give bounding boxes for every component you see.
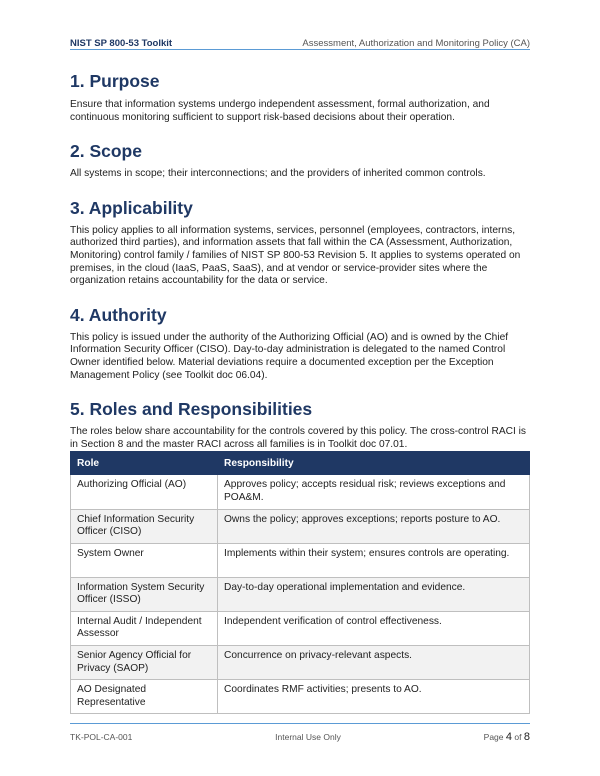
- role-cell: Information System Security Officer (ISSO): [71, 577, 218, 611]
- section-body: This policy is issued under the authority of the Authorizing Official (AO) and is owned by the Chief Information Security Officer (CISO). Day-to-day administration is delegated to the named Control Owner identified below. Material deviations require a documented exception per the Exception Management Policy (see Toolkit doc 06.04).: [70, 331, 509, 381]
- header-policy-title: Assessment, Authorization and Monitoring Policy (CA): [302, 38, 530, 49]
- table-row: [71, 611, 530, 645]
- total-pages: 8: [523, 731, 530, 743]
- page-content: [70, 67, 530, 714]
- footer-doc-id: TK-POL-CA-001: [70, 732, 133, 742]
- section-scope: [70, 139, 530, 181]
- section-roles: [70, 397, 530, 714]
- page-label: Page: [483, 732, 504, 742]
- column-header-role: Role: [71, 452, 218, 475]
- section-body: This policy applies to all information systems, services, personnel (employees, contractors, interns, authorized third parties), and information assets that fall within the CA (Assessment, Authorization, Monitoring) control family / families of NIST SP 800-53 Revision 5. It applies to systems operated on premises, in the cloud (IaaS, PaaS, SaaS), and at vendor or service-provider sites where the organization retains accountability for the data or service.: [70, 224, 521, 287]
- section-heading: 5. Roles and Responsibilities: [70, 399, 313, 420]
- column-header-responsibility: Responsibility: [218, 452, 530, 475]
- role-cell: Internal Audit / Independent Assessor: [71, 611, 218, 645]
- role-cell: System Owner: [71, 543, 218, 577]
- section-body: Ensure that information systems undergo independent assessment, formal authorization, and continuous monitoring sufficient to support risk-based decisions about their operation.: [70, 99, 490, 123]
- table-row: [71, 475, 530, 509]
- section-body: All systems in scope; their interconnections; and the providers of inherited common controls.: [70, 168, 486, 180]
- responsibility-cell: Approves policy; accepts residual risk; reviews exceptions and POA&M.: [218, 475, 530, 509]
- table-row: [71, 543, 530, 577]
- header-toolkit-title: NIST SP 800-53 Toolkit: [70, 38, 173, 49]
- header-rule: [70, 49, 530, 50]
- section-body: The roles below share accountability for the controls covered by this policy. The cross-control RACI is in Section 8 and the master RACI across all families is in Toolkit doc 07.01.: [70, 426, 526, 450]
- role-cell: Authorizing Official (AO): [71, 475, 218, 509]
- section-heading: 3. Applicability: [70, 197, 193, 218]
- role-cell: AO Designated Representative: [71, 680, 218, 714]
- responsibility-cell: Independent verification of control effectiveness.: [218, 611, 530, 645]
- role-cell: Chief Information Security Officer (CISO): [71, 509, 218, 543]
- section-authority: [70, 303, 530, 382]
- responsibility-cell: Coordinates RMF activities; presents to AO.: [218, 680, 530, 714]
- responsibility-cell: Owns the policy; approves exceptions; reports posture to AO.: [218, 509, 530, 543]
- footer-classification: Internal Use Only: [275, 732, 341, 742]
- table-row: [71, 680, 530, 714]
- of-label: of: [514, 732, 522, 742]
- table-row: [71, 509, 530, 543]
- responsibility-cell: Day-to-day operational implementation and evidence.: [218, 577, 530, 611]
- responsibility-cell: Implements within their system; ensures controls are operating.: [218, 543, 530, 577]
- section-purpose: [70, 69, 530, 124]
- section-heading: 2. Scope: [70, 141, 142, 162]
- current-page: 4: [505, 731, 513, 743]
- page-header: [70, 33, 530, 49]
- table-row: [71, 646, 530, 680]
- section-heading: 4. Authority: [70, 304, 167, 325]
- role-cell: Senior Agency Official for Privacy (SAOP): [71, 646, 218, 680]
- footer-rule: [70, 723, 530, 724]
- roles-table: [70, 451, 530, 714]
- table-row: [71, 577, 530, 611]
- section-heading: 1. Purpose: [70, 71, 160, 91]
- page-footer: [70, 731, 530, 743]
- section-applicability: [70, 196, 530, 288]
- table-header-row: [71, 452, 530, 475]
- responsibility-cell: Concurrence on privacy-relevant aspects.: [218, 646, 530, 680]
- footer-page-number: [484, 731, 530, 743]
